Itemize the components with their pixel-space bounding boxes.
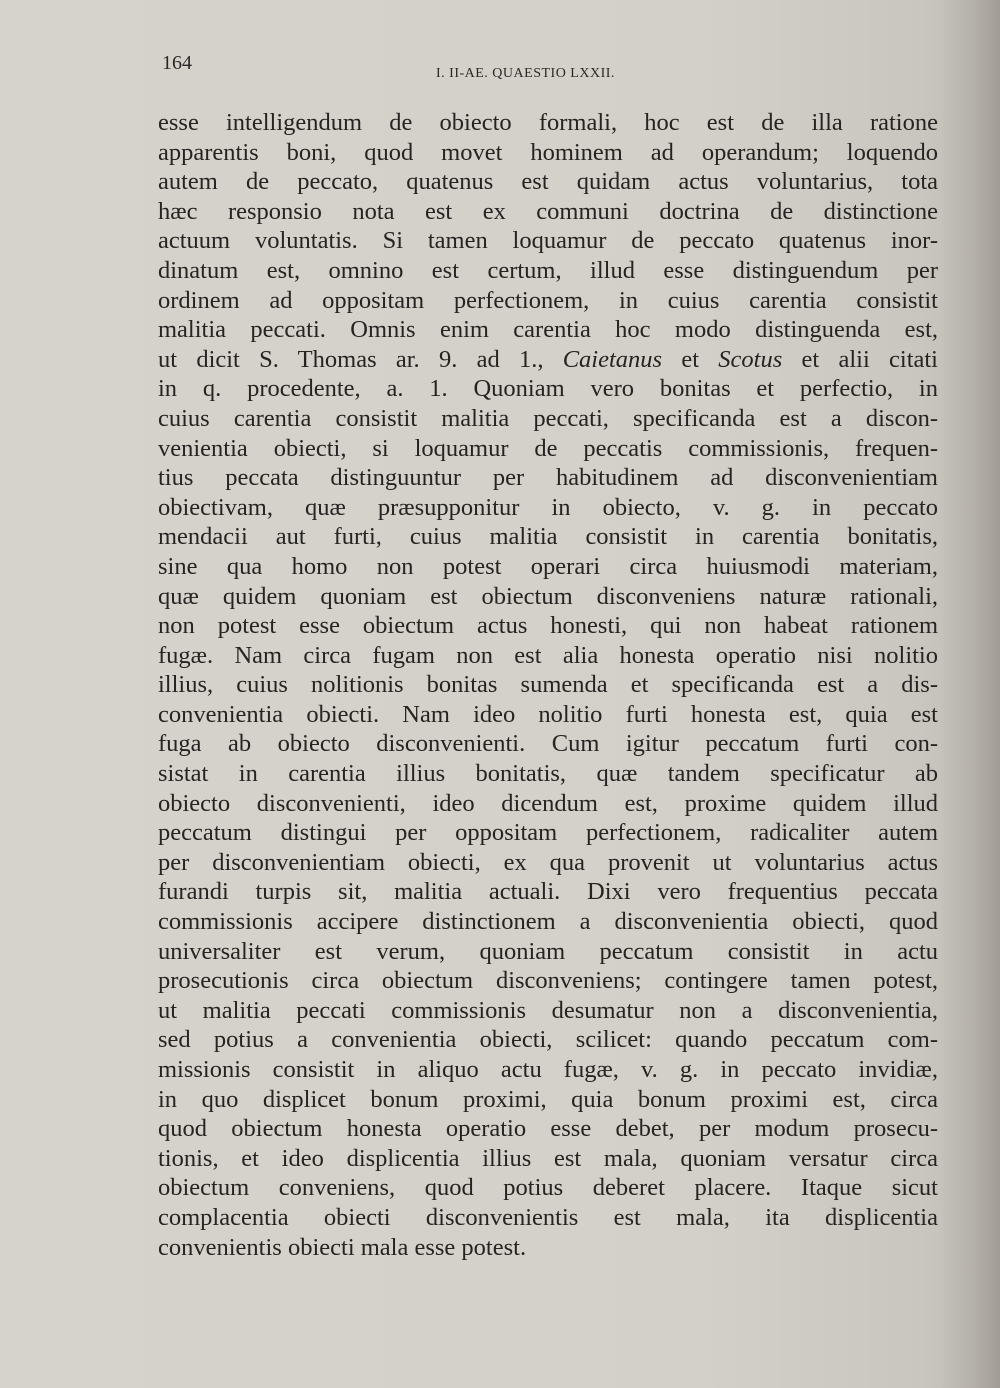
text-line: malitia peccati. Omnis enim carentia hoc modo distinguenda est, — [158, 316, 938, 344]
text-line: fugæ. Nam circa fugam non est alia honesta operatio nisi nolitio — [158, 641, 938, 669]
text-line: obiectivam, quæ præsupponitur in obiecto, v. g. in peccato — [158, 493, 938, 521]
text-line: convenientia obiecti. Nam ideo nolitio furti honesta est, quia est — [158, 700, 938, 728]
text-line: non potest esse obiectum actus honesti, qui non habeat rationem — [158, 612, 938, 640]
text-line: obiecto disconvenienti, ideo dicendum est, proxime quidem illud — [158, 789, 938, 817]
binding-shadow — [940, 0, 1000, 1388]
text-line: tius peccata distinguuntur per habitudinem ad disconvenientiam — [158, 464, 938, 492]
text-line: dinatum est, omnino est certum, illud esse distinguendum per — [158, 256, 938, 284]
line-9-before: ut dicit S. Thomas ar. 9. ad 1., — [158, 345, 563, 373]
italic-author-scotus: Scotus — [718, 345, 783, 373]
body-text — [158, 108, 938, 1262]
text-line: sine qua homo non potest operari circa huiusmodi materiam, — [158, 552, 938, 580]
line-9-middle: et — [662, 345, 719, 373]
text-line: venientia obiecti, si loquamur de peccatis commissionis, frequen- — [158, 434, 938, 462]
page-number: 164 — [162, 52, 192, 74]
running-head — [160, 52, 940, 92]
running-title: I. II-AE. QUAESTIO LXXII. — [436, 66, 615, 81]
text-line: quod obiectum honesta operatio esse debet, per modum prosecu- — [158, 1115, 938, 1143]
text-line: in quo displicet bonum proximi, quia bonum proximi est, circa — [158, 1085, 938, 1113]
text-line: illius, cuius nolitionis bonitas sumenda et specificanda est a dis- — [158, 671, 938, 699]
text-line: esse intelligendum de obiecto formali, hoc est de illa ratione — [158, 109, 938, 136]
text-line: missionis consistit in aliquo actu fugæ, v. g. in peccato invidiæ, — [158, 1056, 938, 1083]
text-line: ut malitia peccati commissionis desumatur non a disconvenientia, — [158, 996, 938, 1024]
text-line: mendacii aut furti, cuius malitia consistit in carentia bonitatis, — [158, 523, 938, 551]
text-line: tionis, et ideo displicentia illius est mala, quoniam versatur circa — [158, 1144, 938, 1172]
text-line: in q. procedente, a. 1. Quoniam vero bonitas et perfectio, in — [158, 375, 938, 403]
text-line: peccatum distingui per oppositam perfectionem, radicaliter autem — [158, 819, 938, 847]
text-line: obiectum conveniens, quod potius deberet placere. Itaque sicut — [158, 1174, 938, 1202]
text-line: autem de peccato, quatenus est quidam actus voluntarius, tota — [158, 168, 938, 196]
text-line-final: convenientis obiecti mala esse potest. — [158, 1233, 527, 1261]
text-line: apparentis boni, quod movet hominem ad operandum; loquendo — [158, 138, 938, 166]
text-line: per disconvenientiam obiecti, ex qua provenit ut voluntarius actus — [158, 848, 938, 876]
text-line: prosecutionis circa obiectum disconveniens; contingere tamen potest, — [158, 967, 938, 995]
text-line: actuum voluntatis. Si tamen loquamur de peccato quatenus inor- — [158, 227, 938, 255]
text-line: ordinem ad oppositam perfectionem, in cuius carentia consistit — [158, 286, 938, 314]
text-line: universaliter est verum, quoniam peccatum consistit in actu — [158, 937, 938, 965]
text-line: quæ quidem quoniam est obiectum disconveniens naturæ rationali, — [158, 582, 938, 610]
text-line: sed potius a convenientia obiecti, scilicet: quando peccatum com- — [158, 1026, 938, 1054]
text-line-with-italics — [158, 345, 938, 375]
text-line: sistat in carentia illius bonitatis, quæ tandem specificatur ab — [158, 760, 938, 788]
text-line: hæc responsio nota est ex communi doctrina de distinctione — [158, 197, 938, 225]
line-9-after: et alii citati — [782, 345, 938, 373]
text-line: furandi turpis sit, malitia actuali. Dixi vero frequentius peccata — [158, 878, 938, 906]
italic-author-caietanus: Caietanus — [562, 345, 663, 373]
text-line: fuga ab obiecto disconvenienti. Cum igitur peccatum furti con- — [158, 730, 938, 758]
text-line: cuius carentia consistit malitia peccati, specificanda est a discon- — [158, 404, 938, 432]
text-line: complacentia obiecti disconvenientis est mala, ita displicentia — [158, 1203, 938, 1231]
text-line: commissionis accipere distinctionem a disconvenientia obiecti, quod — [158, 908, 938, 936]
